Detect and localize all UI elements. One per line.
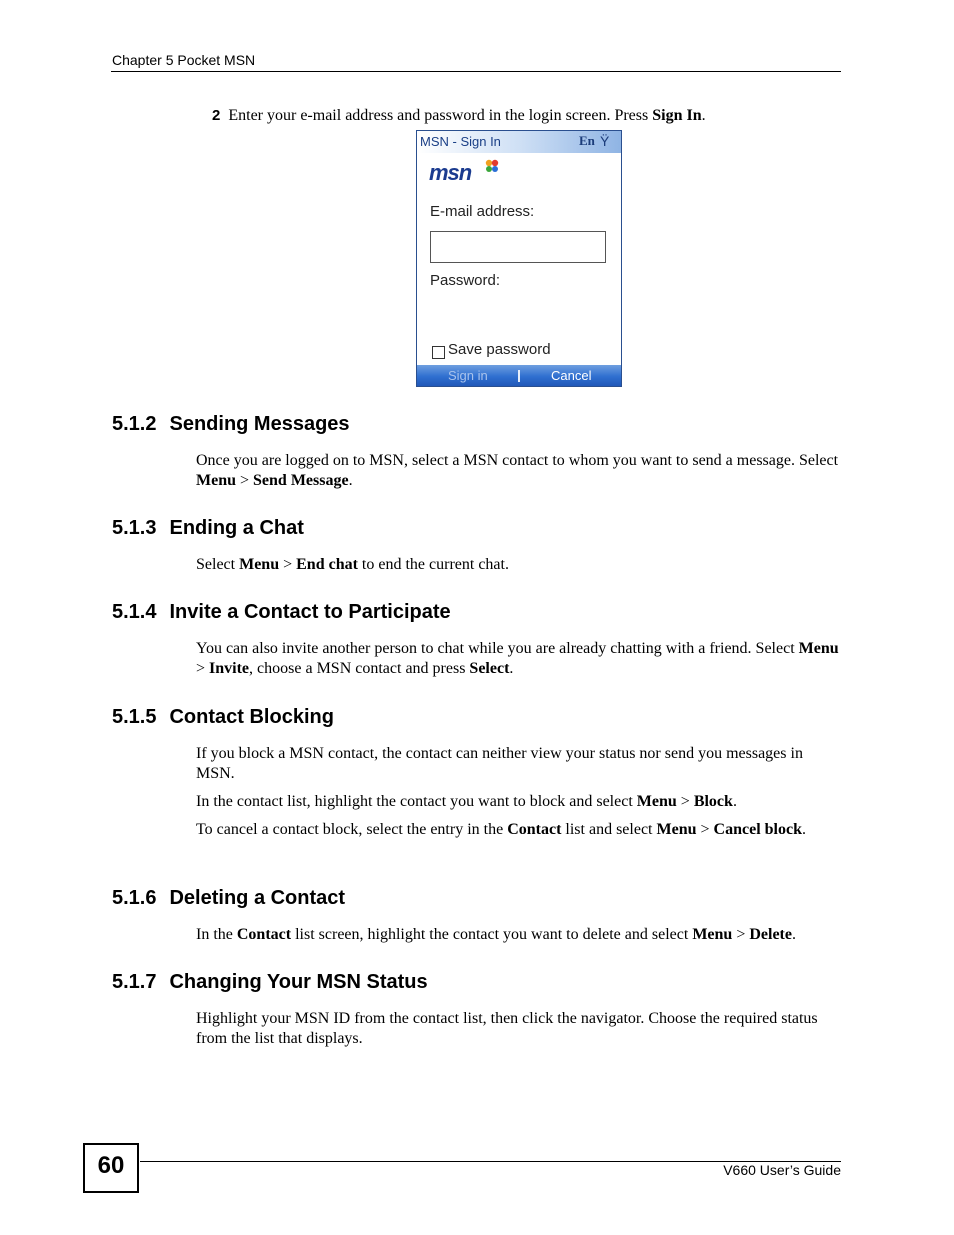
- cancel-softkey[interactable]: Cancel: [551, 368, 592, 383]
- language-indicator: En: [579, 133, 595, 148]
- section-5-1-6-text: In the Contact list screen, highlight the contact you want to delete and select Menu > Delete.: [196, 926, 796, 943]
- phone-title: MSN - Sign In: [420, 134, 501, 149]
- step-text-end: .: [701, 107, 706, 124]
- email-label: E-mail address:: [430, 203, 535, 220]
- section-5-1-7-text: Highlight your MSN ID from the contact list, then click the navigator. Choose the required status from the list that displays.: [196, 1010, 818, 1047]
- section-5-1-5-text-2: In the contact list, highlight the contact you want to block and select Menu > Block.: [196, 793, 737, 810]
- signal-antenna-icon: Ÿ: [600, 133, 610, 149]
- msn-logo: msn: [429, 160, 472, 185]
- step-text: Enter your e-mail address and password in the login screen. Press: [228, 107, 653, 124]
- password-label: Password:: [430, 272, 501, 289]
- step-2: [212, 107, 706, 125]
- section-5-1-4-text: You can also invite another person to chat while you are already chatting with a friend. Select Menu > Invite, choose a MSN contact and press Select.: [196, 640, 839, 677]
- header-rule: [111, 71, 841, 72]
- softkey-divider: [518, 370, 520, 382]
- save-password-checkbox[interactable]: [432, 346, 445, 359]
- chapter-header: Chapter 5 Pocket MSN: [112, 52, 256, 68]
- section-heading-5-1-5: 5.1.5 Contact Blocking: [112, 706, 334, 728]
- phone-titlebar: [417, 131, 621, 153]
- guide-title: V660 User’s Guide: [723, 1162, 841, 1178]
- msn-butterfly-icon: [485, 159, 499, 173]
- page-number: 60: [97, 1152, 125, 1179]
- section-heading-5-1-6: 5.1.6 Deleting a Contact: [112, 887, 346, 909]
- section-5-1-5-text-1: If you block a MSN contact, the contact can neither view your status nor send you messages in MSN.: [196, 745, 803, 782]
- step-number: 2: [212, 107, 221, 124]
- section-heading-5-1-3: 5.1.3 Ending a Chat: [112, 517, 304, 539]
- step-bold: Sign In: [652, 107, 702, 124]
- section-heading-5-1-7: 5.1.7 Changing Your MSN Status: [112, 971, 428, 993]
- section-5-1-2-text: Once you are logged on to MSN, select a MSN contact to whom you want to send a message. Select Menu > Send Message.: [196, 452, 839, 489]
- email-input[interactable]: [430, 231, 606, 263]
- sign-in-softkey[interactable]: Sign in: [448, 368, 488, 383]
- section-5-1-5-text-3: To cancel a contact block, select the entry in the Contact list and select Menu > Cancel block.: [196, 821, 806, 838]
- save-password-label: Save password: [448, 341, 551, 358]
- section-heading-5-1-4: 5.1.4 Invite a Contact to Participate: [112, 601, 451, 623]
- section-5-1-3-text: Select Menu > End chat to end the current chat.: [196, 556, 509, 573]
- msn-sign-in-screenshot: [416, 130, 622, 387]
- section-heading-5-1-2: 5.1.2 Sending Messages: [112, 413, 350, 435]
- softkey-bar: [417, 365, 621, 386]
